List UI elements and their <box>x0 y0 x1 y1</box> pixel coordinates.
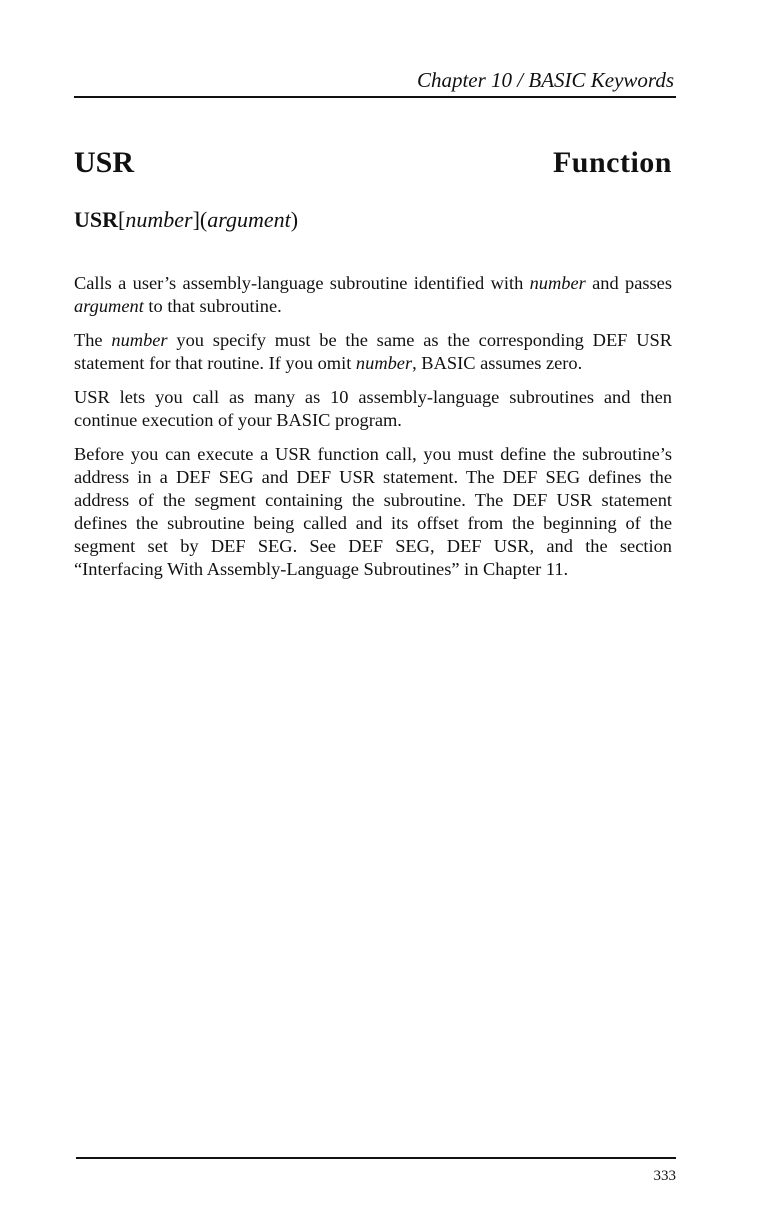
body-text <box>74 272 672 592</box>
syntax-open-paren: ( <box>199 207 208 232</box>
running-head: Chapter 10 / BASIC Keywords <box>416 68 674 92</box>
param-number: number <box>111 330 168 350</box>
paragraph-number <box>74 329 672 375</box>
syntax-line <box>74 205 298 235</box>
syntax-open-bracket: [ <box>118 207 126 232</box>
syntax-close-bracket: ] <box>192 207 200 232</box>
text-run: you specify must be the same as the corresponding DEF USR statement for that routine. If you omit <box>74 330 672 373</box>
text-run: The <box>74 330 112 350</box>
header-rule <box>74 96 676 98</box>
paragraph-description <box>74 272 672 318</box>
paragraph-limit: USR lets you call as many as 10 assembly-language subroutines and then continue execution of your BASIC program. <box>74 387 672 430</box>
syntax-close-paren: ) <box>290 207 299 232</box>
text-run: to that subroutine. <box>143 296 282 316</box>
page-number: 333 <box>653 1168 676 1184</box>
param-argument: argument <box>74 296 144 316</box>
text-run: and passes <box>585 273 672 293</box>
syntax-keyword: USR <box>74 207 119 232</box>
param-number: number <box>529 273 586 293</box>
paragraph-definition: Before you can execute a USR function call, you must define the subroutine’s address in a DEF SEG and DEF USR statement. The DEF SEG defines the address of the segment containing the subroutine. The DEF USR statement defines the subroutine being called and its offset from the beginning of the segment set by DEF SEG. See DEF SEG, DEF USR, and the section “Interfacing With Assembly-Language Subroutines” in Chapter 11. <box>74 444 672 579</box>
param-number: number <box>355 353 413 373</box>
text-run: Calls a user’s assembly-language subroutine identified with <box>74 273 530 293</box>
syntax-param-number: number <box>125 207 193 232</box>
text-run: , BASIC assumes zero. <box>412 353 583 373</box>
keyword-type: Function <box>552 146 672 179</box>
keyword-title: USR <box>74 146 135 179</box>
syntax-param-argument: argument <box>207 207 291 232</box>
footer-rule <box>76 1157 676 1159</box>
